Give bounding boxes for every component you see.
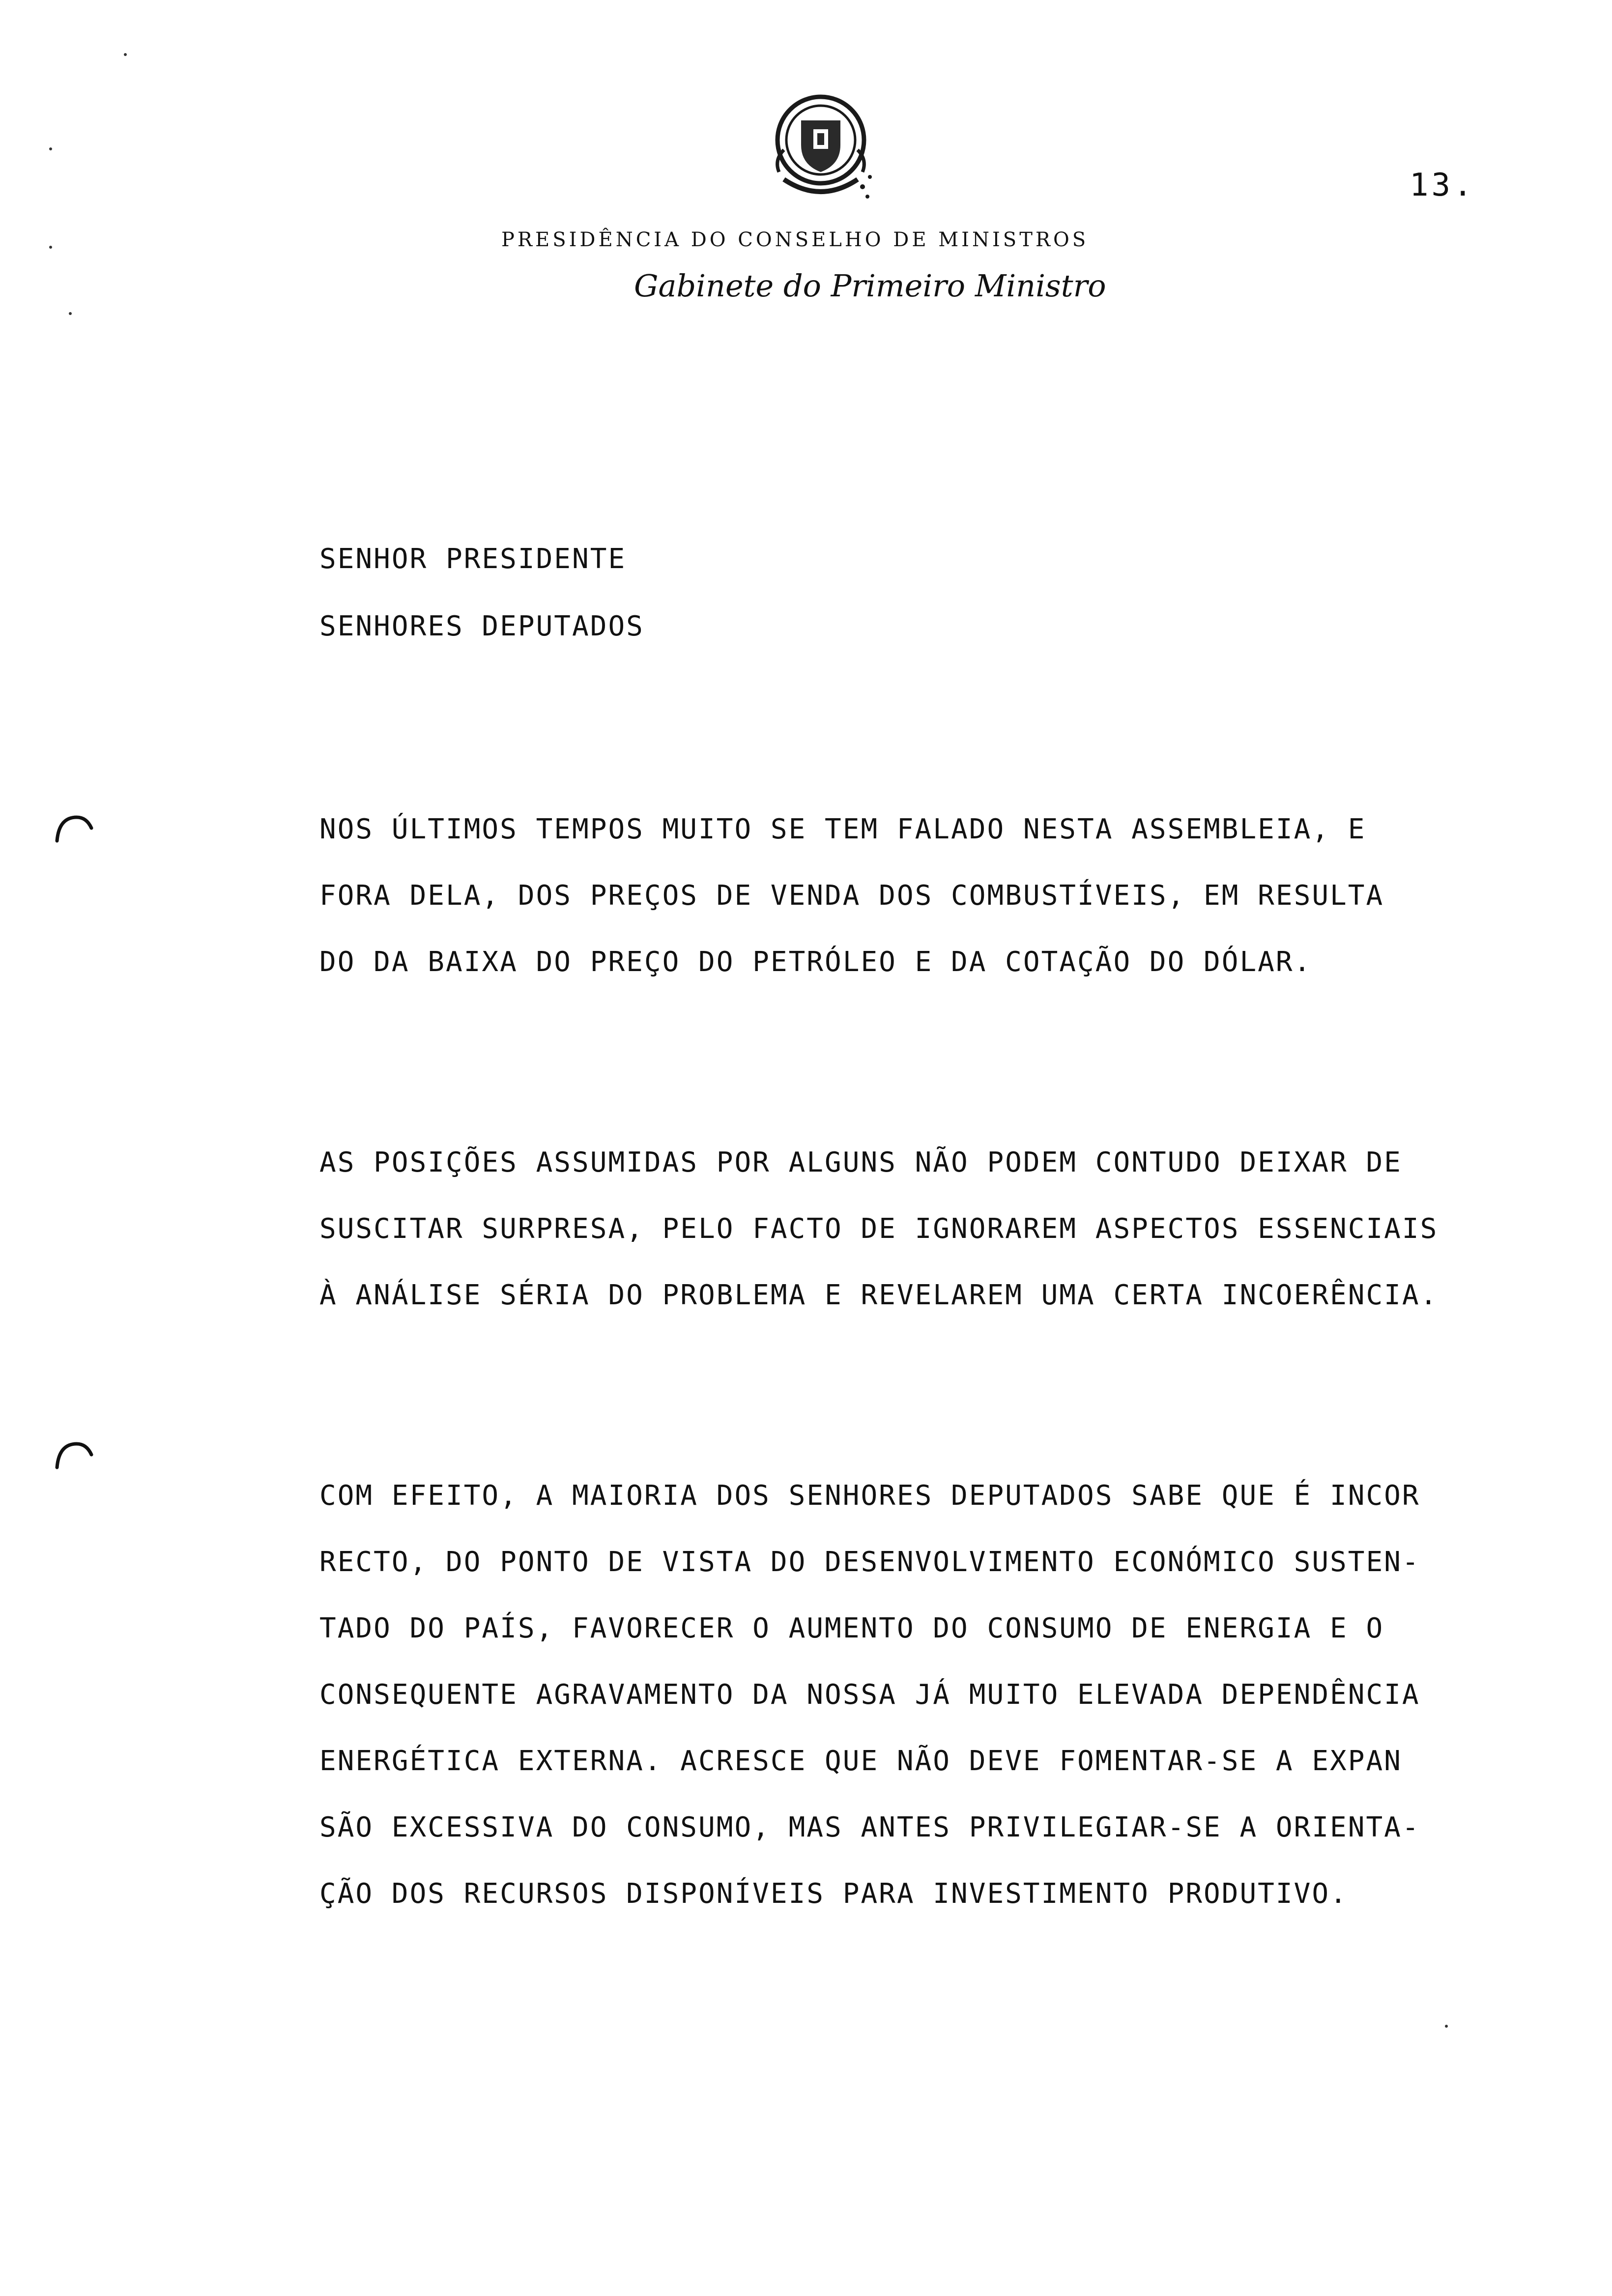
paragraph-line: RECTO, DO PONTO DE VISTA DO DESENVOLVIMENTO ECONÓMICO SUSTEN- <box>319 1546 1420 1578</box>
page-number: 13. <box>1410 167 1475 203</box>
paragraph-line: SUSCITAR SURPRESA, PELO FACTO DE IGNORAREM ASPECTOS ESSENCIAIS <box>319 1213 1439 1245</box>
arc-margin-mark-icon <box>54 1440 93 1469</box>
paragraph-2 <box>319 1145 1548 1344</box>
paragraph-line: ENERGÉTICA EXTERNA. ACRESCE QUE NÃO DEVE FOMENTAR-SE A EXPAN <box>319 1745 1402 1777</box>
coat-of-arms-seal-icon <box>764 86 877 209</box>
paragraph-line: CONSEQUENTE AGRAVAMENTO DA NOSSA JÁ MUITO ELEVADA DEPENDÊNCIA <box>319 1679 1420 1711</box>
paragraph-line: AS POSIÇÕES ASSUMIDAS POR ALGUNS NÃO PODEM CONTUDO DEIXAR DE <box>319 1147 1402 1178</box>
scan-speck <box>124 53 127 56</box>
salutation-president: SENHOR PRESIDENTE <box>319 543 627 575</box>
paragraph-line: ÇÃO DOS RECURSOS DISPONÍVEIS PARA INVESTIMENTO PRODUTIVO. <box>319 1878 1348 1910</box>
salutation-deputies: SENHORES DEPUTADOS <box>319 610 644 642</box>
office-name: Gabinete do Primeiro Ministro <box>634 268 1106 304</box>
arc-margin-mark-icon <box>54 813 93 843</box>
paragraph-line: À ANÁLISE SÉRIA DO PROBLEMA E REVELAREM UMA CERTA INCOERÊNCIA. <box>319 1279 1439 1311</box>
paragraph-line: TADO DO PAÍS, FAVORECER O AUMENTO DO CONSUMO DE ENERGIA E O <box>319 1612 1384 1644</box>
paragraph-line: DO DA BAIXA DO PREÇO DO PETRÓLEO E DA COTAÇÃO DO DÓLAR. <box>319 946 1312 978</box>
paragraph-line: SÃO EXCESSIVA DO CONSUMO, MAS ANTES PRIVILEGIAR-SE A ORIENTA- <box>319 1811 1420 1843</box>
organization-name: PRESIDÊNCIA DO CONSELHO DE MINISTROS <box>501 229 1089 251</box>
scan-speck <box>1445 2025 1448 2028</box>
paragraph-line: FORA DELA, DOS PREÇOS DE VENDA DOS COMBUSTÍVEIS, EM RESULTA <box>319 880 1384 912</box>
scan-speck <box>49 246 52 249</box>
paragraph-line: COM EFEITO, A MAIORIA DOS SENHORES DEPUTADOS SABE QUE É INCOR <box>319 1480 1420 1512</box>
paragraph-line: NOS ÚLTIMOS TEMPOS MUITO SE TEM FALADO NESTA ASSEMBLEIA, E <box>319 813 1366 845</box>
scan-speck <box>49 147 52 150</box>
paragraph-1 <box>319 812 1548 1011</box>
scan-speck <box>69 312 72 315</box>
paragraph-3 <box>319 1478 1548 1943</box>
